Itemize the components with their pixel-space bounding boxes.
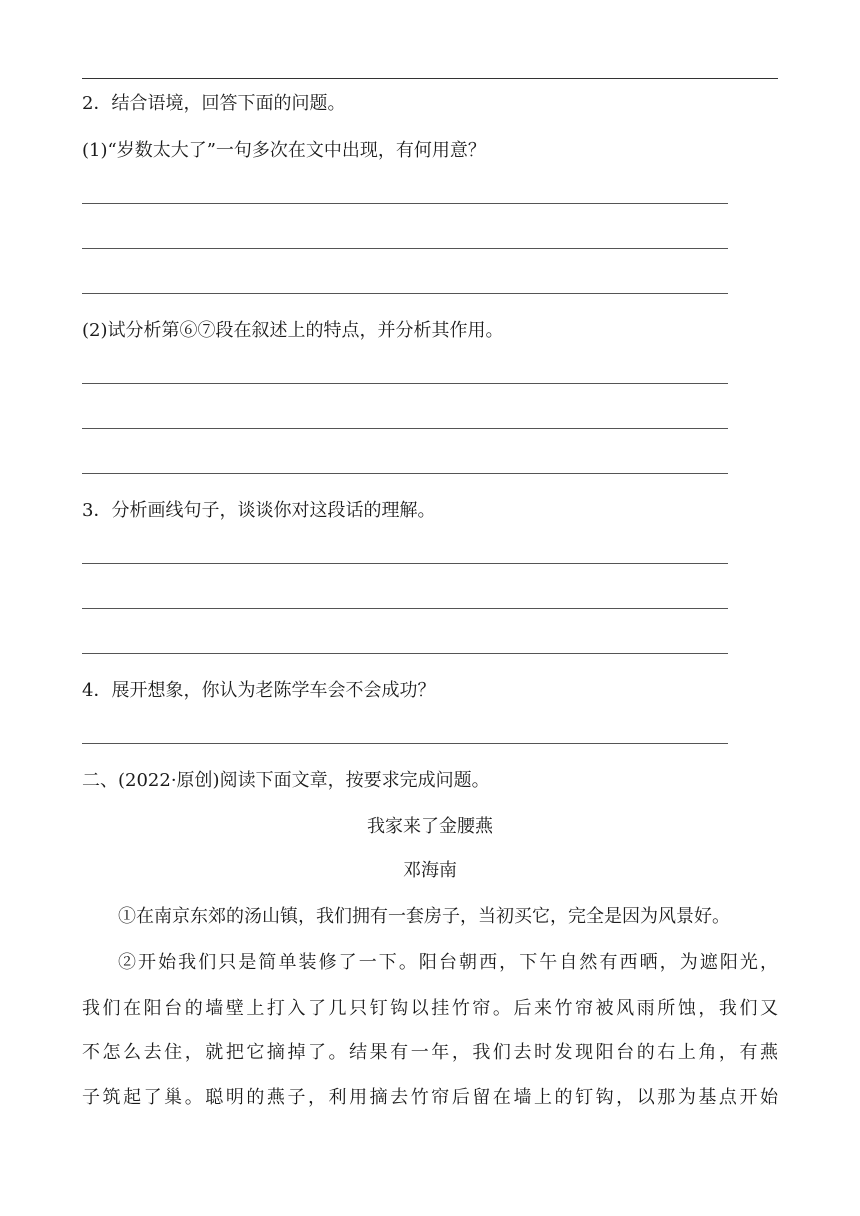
answer-line[interactable] [82, 563, 728, 564]
article-paragraph-1: ①在南京东郊的汤山镇，我们拥有一套房子，当初买它，完全是因为风景好。 [118, 906, 730, 927]
article-paragraph-2-line-1: ②开始我们只是简单装修了一下。阳台朝西，下午自然有西晒，为遮阳光， [118, 952, 778, 973]
answer-line[interactable] [82, 473, 728, 474]
question-4-stem: 4．展开想象，你认为老陈学车会不会成功？ [82, 680, 436, 701]
question-2-sub-2: (2)试分析第⑥⑦段在叙述上的特点，并分析其作用。 [82, 320, 504, 341]
question-3-stem: 3．分析画线句子，谈谈你对这段话的理解。 [82, 500, 436, 521]
answer-line[interactable] [82, 293, 728, 294]
article-title: 我家来了金腰燕 [367, 816, 493, 837]
section-2-intro: 二、(2022·原创)阅读下面文章，按要求完成问题。 [82, 770, 490, 791]
article-paragraph-2-line-3: 不怎么去住，就把它摘掉了。结果有一年，我们去时发现阳台的右上角，有燕 [82, 1042, 778, 1063]
article-paragraph-2-line-2: 我们在阳台的墙壁上打入了几只钉钩以挂竹帘。后来竹帘被风雨所蚀，我们又 [82, 998, 778, 1019]
answer-line[interactable] [82, 383, 728, 384]
answer-line[interactable] [82, 743, 728, 744]
header-rule [82, 78, 778, 79]
article-author: 邓海南 [403, 860, 457, 881]
answer-line[interactable] [82, 248, 728, 249]
answer-line[interactable] [82, 608, 728, 609]
answer-line[interactable] [82, 203, 728, 204]
question-2-sub-1: (1)“岁数太大了”一句多次在文中出现，有何用意？ [82, 140, 486, 161]
answer-line[interactable] [82, 428, 728, 429]
answer-line[interactable] [82, 653, 728, 654]
article-paragraph-2-line-4: 子筑起了巢。聪明的燕子，利用摘去竹帘后留在墙上的钉钩，以那为基点开始 [82, 1087, 778, 1108]
question-2-stem: 2．结合语境，回答下面的问题。 [82, 93, 346, 114]
